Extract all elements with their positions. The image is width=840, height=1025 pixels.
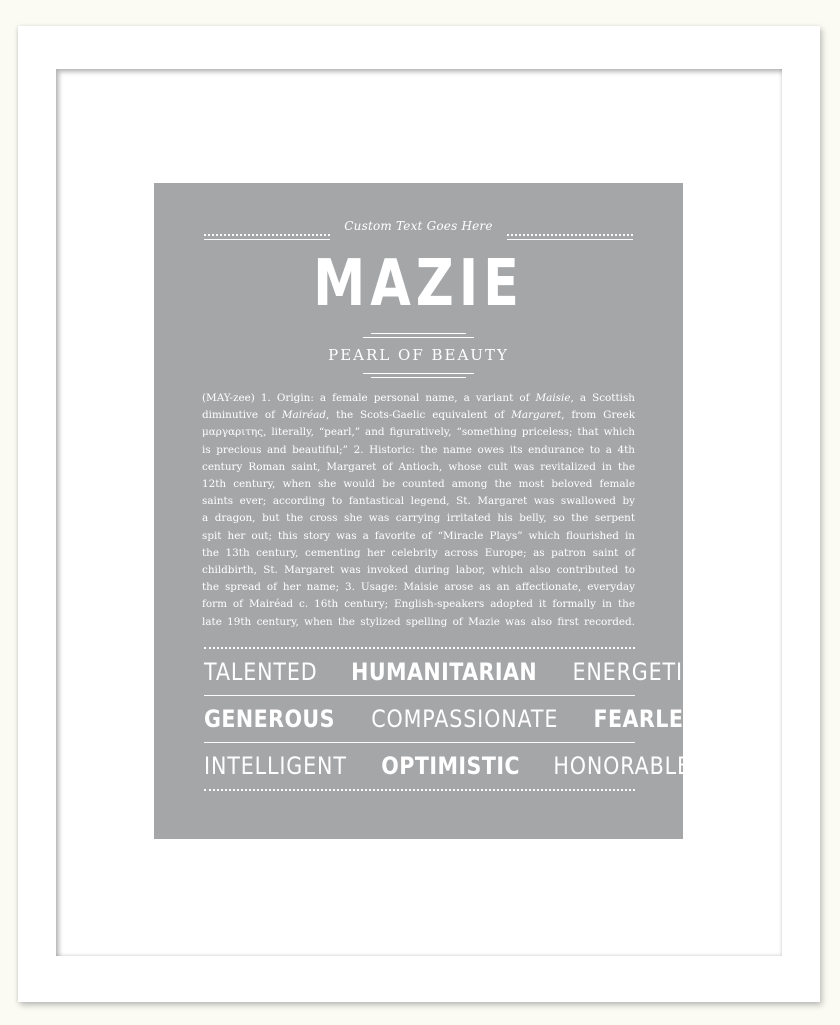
trait-words — [204, 647, 713, 791]
definition-text: saints ever; according to fantastical legend, St. Margaret was swallowed by — [202, 495, 635, 508]
definition-text: , a Scottish — [570, 392, 635, 404]
definition-text: (MAY-zee) 1. Origin: a female personal name, a variant of — [202, 392, 536, 404]
definition-line — [202, 614, 635, 631]
definition-line — [202, 442, 635, 459]
name-print — [154, 183, 713, 839]
definition-line — [202, 579, 635, 596]
definition-line — [202, 510, 635, 527]
definition-text: is precious and beautiful;” 2. Historic: the name owes its endurance to a 4th — [202, 443, 635, 456]
trait-word: HONORABLE — [553, 752, 692, 780]
definition-text: the spread of her name; 3. Usage: Maisie arose as an affectionate, everyday — [202, 581, 635, 594]
rule-under-meaning-2 — [371, 377, 466, 378]
definition-italic-word: Mairéad — [281, 409, 326, 422]
definition-line — [202, 407, 635, 424]
definition-line — [202, 390, 635, 407]
custom-text-row — [204, 219, 633, 241]
definition-text: form of Mairéad c. 16th century; English-speakers adopted it formally in the — [202, 598, 635, 611]
definition-line — [202, 459, 635, 476]
dotted-separator — [204, 789, 635, 791]
trait-word: COMPASSIONATE — [371, 705, 559, 733]
definition-text: , from Greek — [561, 409, 635, 422]
trait-word: HUMANITARIAN — [351, 658, 538, 686]
dotted-rule-left — [204, 234, 330, 236]
trait-word: FEARLESS — [593, 705, 713, 733]
rule-under-name-1 — [371, 333, 466, 334]
definition-text: 12th century, when she would be counted among the most beloved female — [202, 478, 635, 491]
definition-line — [202, 545, 635, 562]
definition-text: , the Scots-Gaelic equivalent of — [326, 409, 512, 422]
dotted-rule-right — [507, 234, 633, 236]
trait-word: OPTIMISTIC — [381, 752, 521, 780]
custom-text: Custom Text Goes Here — [344, 219, 493, 233]
definition-text: late 19th century, when the stylized spelling of Mazie was also first recorded. — [202, 615, 635, 628]
definition-text: μαργαριτης, literally, “pearl,” and figuratively, “something priceless; that which — [202, 426, 635, 439]
name-title: MAZIE — [313, 247, 524, 321]
trait-row — [204, 649, 699, 695]
picture-frame — [18, 26, 820, 1002]
definition-text: a dragon, but the cross she was carrying irritated his belly, so the serpent — [202, 512, 635, 525]
rule-under-name-2 — [363, 337, 474, 338]
trait-row — [204, 743, 692, 789]
definition-line — [202, 596, 635, 613]
definition-line — [202, 562, 635, 579]
definition-text: spit her out; this story was a favorite of “Miracle Plays” which flourished in — [202, 529, 635, 542]
trait-word: TALENTED — [204, 658, 318, 686]
mat-board — [56, 69, 782, 956]
rule-under-meaning-1 — [363, 373, 474, 374]
definition-text: the 13th century, cementing her celebrity across Europe; as patron saint of — [202, 546, 635, 559]
name-meaning: PEARL OF BEAUTY — [328, 346, 509, 364]
definition-italic-word: Margaret — [511, 409, 562, 422]
name-definition — [202, 390, 635, 631]
trait-word: ENERGETIC — [572, 658, 699, 686]
definition-line — [202, 476, 635, 493]
definition-line — [202, 493, 635, 510]
trait-word: GENEROUS — [204, 705, 335, 733]
trait-row — [204, 696, 713, 742]
definition-text: childbirth, St. Margaret was invoked during labor, which also contributed to — [202, 564, 635, 577]
trait-word: INTELLIGENT — [204, 752, 347, 780]
definition-text: diminutive of — [202, 409, 282, 422]
definition-italic-word: Maisie — [535, 392, 571, 404]
definition-text: century Roman saint, Margaret of Antioch, whose cult was revitalized in the — [202, 460, 635, 473]
definition-line — [202, 424, 635, 441]
definition-line — [202, 528, 635, 545]
